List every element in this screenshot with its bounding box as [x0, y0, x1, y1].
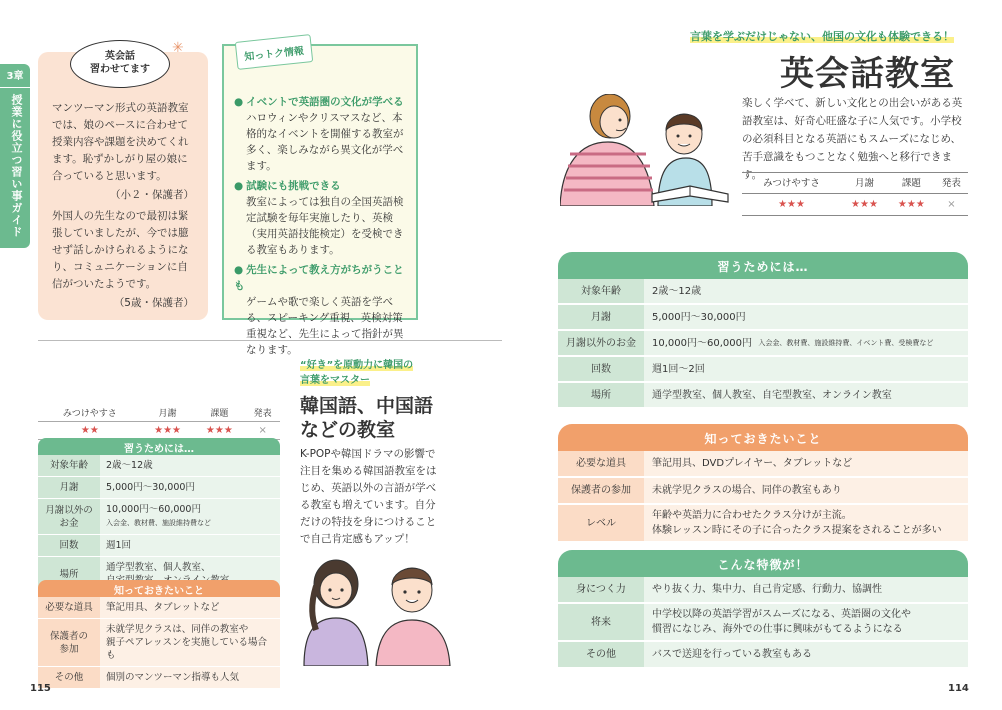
row-key: 必要な道具	[558, 451, 644, 476]
rating-value: ×	[935, 194, 968, 216]
row-key: その他	[38, 667, 100, 688]
row-value: やり抜く力、集中力、自己肯定感、行動力、協調性	[644, 577, 968, 602]
tip-heading: ● 試験にも挑戦できる	[234, 178, 406, 194]
english-ratings-table	[742, 172, 968, 216]
info-row	[38, 455, 280, 477]
info-row	[38, 667, 280, 689]
sparkle-icon: ✳	[172, 40, 184, 56]
row-value: 年齢や英語力に合わせたクラス分けが主流。 体験レッスン時にその子に合ったクラス提案をされることが多い	[644, 505, 968, 541]
kids-illustration	[296, 548, 458, 666]
info-row	[558, 305, 968, 331]
info-row	[558, 383, 968, 409]
rating-header: 発表	[245, 404, 280, 422]
row-value: 通学型教室、個人教室、自宅型教室、オンライン教室	[644, 383, 968, 407]
row-value: 未就学児クラスは、同伴の教室や 親子ペアレッスンを実施している場合も	[100, 619, 280, 666]
bubble-line: 習わせてます	[90, 64, 150, 75]
info-row	[38, 499, 280, 535]
row-key: 場所	[38, 557, 100, 591]
rating-value: ★★	[38, 422, 142, 440]
row-value: 週1回～2回	[644, 357, 968, 381]
row-value: 中学校以降の英語学習がスムーズになる、英語圏の文化や 慣習になじみ、海外での仕事に興味がもてるようになる	[644, 604, 968, 640]
info-row	[38, 597, 280, 619]
rating-value: ★★★	[193, 422, 245, 440]
section-divider	[38, 340, 502, 341]
section-heading: 知っておきたいこと	[38, 580, 280, 597]
english-features-section	[558, 550, 968, 669]
testimonial-author: （小２・保護者）	[110, 189, 194, 201]
row-value: 5,000円～30,000円	[100, 477, 280, 498]
row-key: 月謝以外のお金	[558, 331, 644, 355]
section-heading: こんな特徴が！	[558, 550, 968, 577]
info-row	[558, 478, 968, 505]
info-row	[38, 619, 280, 667]
title-line: などの教室	[300, 419, 396, 441]
rating-header: 発表	[935, 173, 968, 194]
info-row	[558, 451, 968, 478]
rating-header: みつけやすさ	[38, 404, 142, 422]
row-key: 月謝以外の お金	[38, 499, 100, 534]
section-heading: 習うためには…	[38, 438, 280, 455]
row-key: 場所	[558, 383, 644, 407]
row-value: 通学型教室、個人教室、	[100, 557, 280, 591]
rating-header: 月謝	[841, 173, 888, 194]
info-row	[558, 331, 968, 357]
row-key: 保護者の参加	[558, 478, 644, 503]
title-line: 韓国語、中国語	[300, 395, 434, 417]
info-row	[558, 642, 968, 669]
testimonial-box	[38, 52, 208, 320]
row-value-wrap	[100, 499, 280, 534]
korean-title	[300, 394, 433, 442]
row-value: 未就学児クラスの場合、同伴の教室もあり	[644, 478, 968, 503]
testimonial-text: 外国人の先生なので最初は緊張していましたが、今では臆せず話しかけられるようになり、コミュニケーションに自信がついたようです。	[52, 210, 189, 290]
row-key: 必要な道具	[38, 597, 100, 618]
rating-header: 課題	[888, 173, 935, 194]
english-know-section	[558, 424, 968, 543]
bubble-line: 英会話	[105, 51, 135, 62]
rating-header: 課題	[193, 404, 245, 422]
english-body: 楽しく学べて、新しい文化との出会いがある英語教室は、好奇心旺盛な子に人気です。小学校の必須科目となる英語にもスムーズになじめ、苦手意識をもつことなく勉強へと移行できます。	[742, 97, 963, 181]
parent-child-illustration	[560, 94, 736, 206]
english-subtitle	[690, 28, 954, 44]
chapter-title: 授業に役立つ習い事ガイド	[10, 94, 23, 238]
info-row	[38, 535, 280, 557]
row-key: 保護者の 参加	[38, 619, 100, 666]
row-value: 10,000円～60,000円	[652, 337, 752, 349]
row-value: 2歳～12歳	[644, 279, 968, 303]
rating-header: 月謝	[142, 404, 194, 422]
testimonial-text: マンツーマン形式の英語教室では、娘のペースに合わせて授業内容や課題を決めてくれます。恥ずかしがり屋の娘に合っていると思います。	[52, 102, 189, 182]
rating-value: ★★★	[888, 194, 935, 216]
info-row	[558, 279, 968, 305]
row-key: 対象年齢	[558, 279, 644, 303]
korean-know-section	[38, 580, 280, 689]
row-value: 5,000円～30,000円	[644, 305, 968, 329]
korean-body: K-POPや韓国ドラマの影響で注目を集める韓国語教室をはじめ、英語以外の言語が学べる教室も増えています。自分だけの特技を身につけることで自己肯定感もアップ！	[300, 448, 437, 545]
korean-learn-section	[38, 438, 280, 592]
subtitle-line: “好き”を原動力に韓国の	[300, 360, 414, 371]
row-value-wrap	[644, 331, 968, 355]
tip-body: ハロウィンやクリスマスなど、本格的なイベントを開催する教室が多く、楽しみながら異文化が学べます。	[246, 112, 404, 172]
rating-value: ★★★	[841, 194, 888, 216]
row-note: 入会金、教材費、施設維持費、イベント費、受検費など	[758, 338, 934, 347]
english-learn-section	[558, 252, 968, 409]
testimonial-author: （5歳・保護者）	[113, 297, 194, 309]
rating-value: ×	[245, 422, 280, 440]
page-number-left: 115	[30, 683, 51, 694]
row-value: 個別のマンツーマン指導も人気	[100, 667, 280, 688]
korean-ratings-table	[38, 404, 280, 440]
rating-header: みつけやすさ	[742, 173, 841, 194]
chapter-side-tab	[0, 64, 30, 248]
subtitle-text: 言葉を学ぶだけじゃない、他国の文化も体験できる！	[690, 30, 954, 43]
english-title: 英会話教室	[780, 54, 955, 94]
info-row	[38, 477, 280, 499]
row-value: 筆記用具、DVDプレイヤー、タブレットなど	[644, 451, 968, 476]
row-value: 2歳～12歳	[100, 455, 280, 476]
chapter-number: 3章	[0, 64, 30, 88]
row-value: 10,000円～60,000円	[106, 504, 201, 515]
info-row	[558, 577, 968, 604]
row-key: 月謝	[558, 305, 644, 329]
row-key: 月謝	[38, 477, 100, 498]
page-number-right: 114	[948, 683, 969, 694]
tip-body: 教室によっては独自の全国英語検定試験を毎年実施したり、英検（実用英語技能検定）を受検できる教室もあります。	[246, 196, 404, 256]
row-key: その他	[558, 642, 644, 667]
info-row	[558, 505, 968, 543]
row-note: 入会金、教材費、施設維持費など	[106, 519, 211, 527]
tip-heading: ● イベントで英語圏の文化が学べる	[234, 94, 406, 110]
testimonial-speech-bubble	[70, 40, 170, 88]
korean-subtitle	[300, 358, 413, 388]
row-key: 対象年齢	[38, 455, 100, 476]
tip-heading: ● 先生によって教え方がちがうことも	[234, 262, 406, 294]
section-heading: 知っておきたいこと	[558, 424, 968, 451]
section-heading: 習うためには…	[558, 252, 968, 279]
row-key: 身につく力	[558, 577, 644, 602]
tips-box	[222, 44, 418, 356]
row-value: 週1回	[100, 535, 280, 556]
tips-tag: 知っトク情報	[235, 34, 314, 70]
rating-value: ★★★	[742, 194, 841, 216]
row-key: レベル	[558, 505, 644, 541]
info-row	[558, 604, 968, 642]
row-key: 回数	[38, 535, 100, 556]
row-key: 将来	[558, 604, 644, 640]
row-value: バスで送迎を行っている教室もある	[644, 642, 968, 667]
info-row	[558, 357, 968, 383]
row-key: 回数	[558, 357, 644, 381]
row-value: 筆記用具、タブレットなど	[100, 597, 280, 618]
subtitle-line: 言葉をマスター	[300, 375, 370, 386]
tip-body: ゲームや歌で楽しく英語を学べる、スピーキング重視、英検対策重視など、先生によって指針が異なります。	[246, 296, 404, 356]
rating-value: ★★★	[142, 422, 194, 440]
